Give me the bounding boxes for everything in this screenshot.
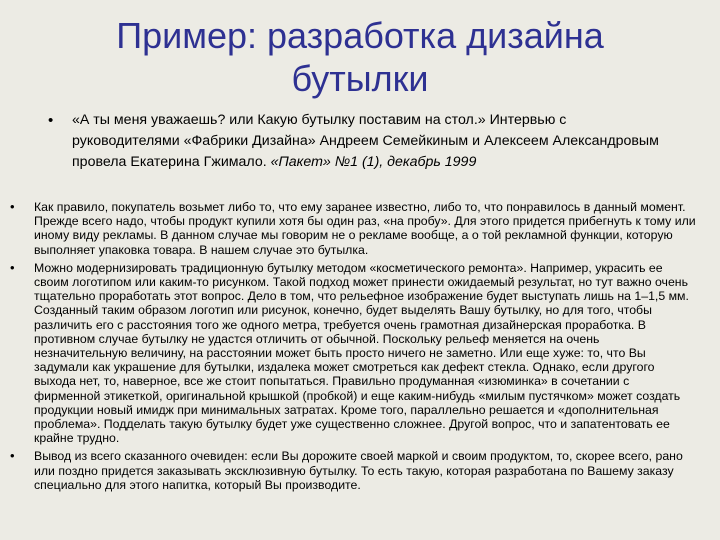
bullet-point: •: [10, 448, 15, 464]
slide-title: Пример: разработка дизайна бутылки: [116, 15, 604, 99]
body-paragraph-text: Вывод из всего сказанного очевиден: если Вы дорожите своей маркой и своим продуктом, то, скорее всего, рано или поздно придется заказывать эксклюзивную бутылку. То есть такую, которая разработана по Вашему заказу специально для этого напитка, который Вы производите.: [34, 449, 683, 492]
body-paragraph: [10, 261, 696, 446]
body-paragraph: [10, 449, 696, 492]
bullet-point: •: [10, 199, 15, 214]
bullet-point: •: [10, 259, 15, 275]
body-paragraph-text: Как правило, покупатель возьмет либо то, что ему заранее известно, либо то, что понравилось в данный момент. Прежде всего надо, чтобы продукт купили хотя бы один раз, «на пробу». Для этого придется прибегнуть к тому или иному виду рекламы. В данном случае мы говорим не о рекламе вообще, а о той рекламной функции, которую выполняет упаковка товара. В нашем случае это бутылка.: [34, 200, 696, 257]
intro-list: [48, 110, 674, 173]
intro-citation: «Пакет» №1 (1), декабрь 1999: [270, 154, 477, 170]
intro-text: «А ты меня уважаешь? или Какую бутылку поставим на стол.» Интервью с руководителями «Фабрики Дизайна» Андреем Семейкиным и Алексеем Александровым провела Екатерина Гжимало.: [72, 112, 659, 170]
body-paragraph-text: Можно модернизировать традиционную бутылку методом «косметического ремонта». Например, украсить ее своим логотипом или каким-то рисунком. Такой подход может принести ожидаемый результат, но тут важно очень тщательно проработать этот вопрос. Дело в том, что рельефное изображение будет выступать лишь на 1–1,5 мм. Созданный таким образом логотип или рисунок, конечно, будет выделять Вашу бутылку, но для того, чтобы различить его с расстояния того же одного метра, требуется очень грамотная дизайнерская проработка. В противном случае бутылку не удастся отличить от обычной. Поскольку рельеф меняется на очень незначительную величину, на расстоянии может быть просто ничего не заметно. Или еще хуже: то, что Вы задумали как украшение для бутылки, издалека может смотреться как дефект стекла. Однако, если другого выхода нет, то, наверное, все же стоит попытаться. Правильно продуманная «изюминка» в сочетании с фирменной этикеткой, оригинальной крышкой (пробкой) и еще каким-нибудь «милым пустячком» может создать продукции новый имидж при минимальных затратах. Кроме того, параллельно решается и «дополнительная проблема». Подделать такую бутылку будет уже существенно сложнее. Другой вопрос, что и запатентовать ее крайне трудно.: [34, 260, 689, 446]
intro-item: [48, 110, 674, 173]
bullet-point: •: [48, 112, 54, 129]
body-paragraph: [10, 200, 696, 257]
body-paragraph-list: [10, 200, 696, 496]
